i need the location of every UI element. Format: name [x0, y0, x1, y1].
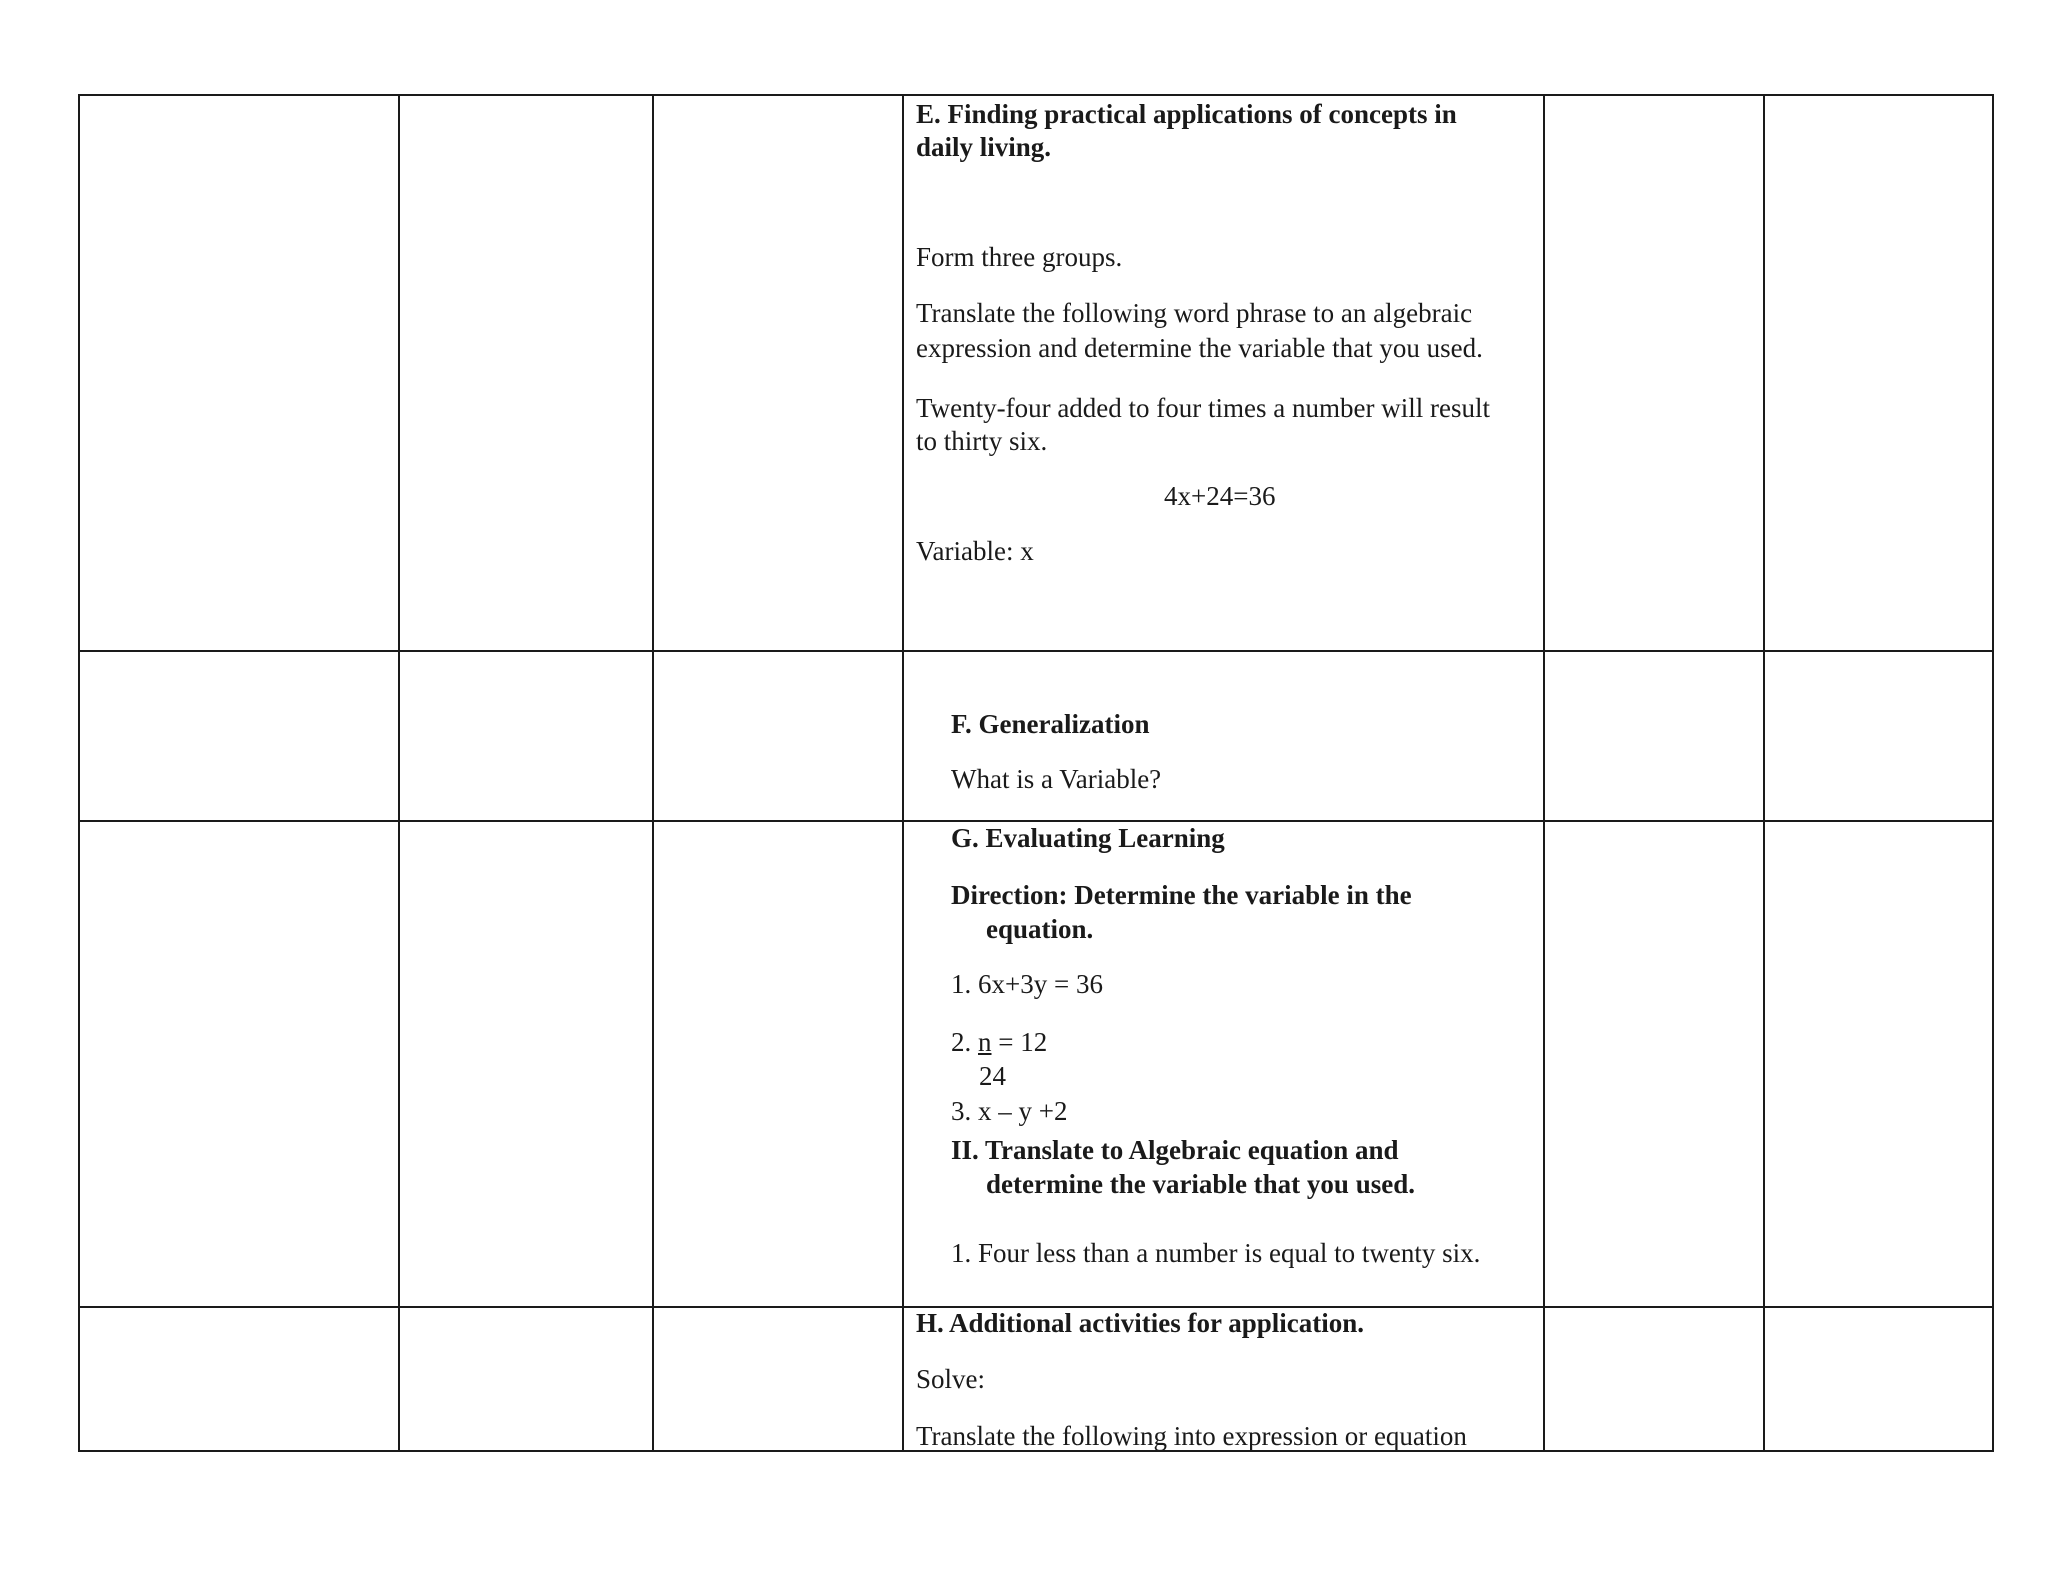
- section-h-instruction: Translate the following into expression or equation: [916, 1421, 1467, 1451]
- section-g-item3: 3. x – y +2: [951, 1096, 1068, 1126]
- section-e-problem-line2: to thirty six.: [916, 426, 1048, 456]
- row-divider: [80, 650, 1992, 652]
- section-h-title: H. Additional activities for application.: [916, 1308, 1365, 1338]
- item2-numerator: n: [978, 1027, 992, 1057]
- column-divider: [1543, 96, 1545, 1450]
- section-e-instruction-groups: Form three groups.: [916, 242, 1123, 272]
- item2-prefix: 2.: [951, 1027, 978, 1057]
- column-divider: [902, 96, 904, 1450]
- section-f-title: F. Generalization: [951, 709, 1150, 739]
- section-e-problem-line1: Twenty-four added to four times a number will result: [916, 393, 1490, 423]
- section-g-part2-line2: determine the variable that you used.: [986, 1169, 1415, 1199]
- section-g-part2-item1: 1. Four less than a number is equal to twenty six.: [951, 1238, 1481, 1268]
- column-divider: [1763, 96, 1765, 1450]
- section-e-title-line1: E. Finding practical applications of concepts in: [916, 99, 1457, 129]
- section-g-item1: 1. 6x+3y = 36: [951, 969, 1103, 999]
- section-h-solve: Solve:: [916, 1364, 986, 1394]
- section-e-equation: 4x+24=36: [1164, 481, 1276, 511]
- section-g-direction-line2: equation.: [986, 914, 1094, 944]
- section-e-instruction-line1: Translate the following word phrase to an algebraic: [916, 298, 1473, 328]
- section-e-variable: Variable: x: [916, 536, 1034, 566]
- section-e-instruction-line2: expression and determine the variable that you used.: [916, 333, 1483, 363]
- section-g-item2: [951, 1025, 1047, 1059]
- section-e-title-line2: daily living.: [916, 132, 1052, 162]
- section-g-part2-line1: II. Translate to Algebraic equation and: [951, 1135, 1399, 1165]
- section-g-title: G. Evaluating Learning: [951, 823, 1225, 853]
- section-g-direction-line1: Direction: Determine the variable in the: [951, 880, 1412, 910]
- column-divider: [652, 96, 654, 1450]
- section-f-question: What is a Variable?: [951, 764, 1162, 794]
- section-g-item2-denominator: 24: [979, 1061, 1006, 1091]
- item2-suffix: = 12: [991, 1027, 1048, 1057]
- column-divider: [398, 96, 400, 1450]
